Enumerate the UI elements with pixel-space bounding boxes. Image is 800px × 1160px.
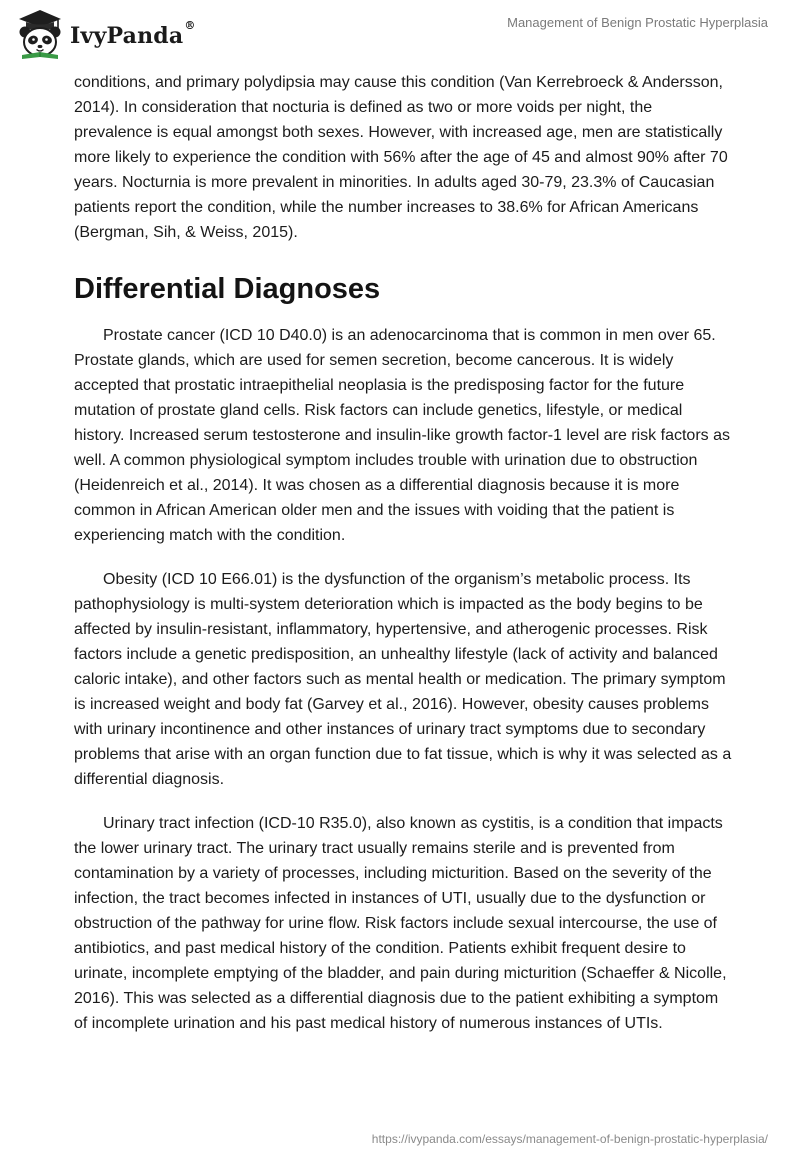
paragraph-uti: Urinary tract infection (ICD-10 R35.0), also known as cystitis, is a condition that impacts the lower urinary tract. The urinary tract usually remains sterile and is prevented from contamination by a variety of processes, including micturition. Based on the severity of the infection, the tract becomes infected in instances of UTI, usually due to the dysfunction or obstruction of the pathway for urine flow. Risk factors include sexual intercourse, the use of antibiotics, and past medical history of the condition. Patients exhibit frequent desire to urinate, incomplete emptying of the bladder, and pain during micturition (Schaeffer & Nicolle, 2016). This was selected as a differential diagnosis due to the patient exhibiting a symptom of incomplete urination and his past medical history of numerous instances of UTIs.	[74, 815, 727, 1032]
section-heading: Differential Diagnoses	[74, 273, 381, 305]
logo-text: IvyPanda	[70, 23, 184, 49]
intro-paragraph: conditions, and primary polydipsia may cause this condition (Van Kerrebroeck & Andersson, 2014). In consideration that nocturia is defined as two or more voids per night, the prevalence is equal amongst both sexes. However, with increased age, men are statistically more likely to experience the condition with 56% after the age of 45 and almost 90% after 70 years. Nocturnia is more prevalent in minorities. In adults aged 30-79, 23.3% of Caucasian patients report the condition, while the number increases to 38.6% for African Americans (Bergman, Sih, & Weiss, 2015).	[74, 74, 728, 241]
essay-content	[74, 70, 734, 1036]
logo-wordmark	[70, 19, 196, 49]
page-header	[0, 0, 800, 70]
site-logo[interactable]	[14, 8, 196, 60]
source-url[interactable]: https://ivypanda.com/essays/management-of-benign-prostatic-hyperplasia/	[371, 1132, 768, 1146]
paragraph-prostate-cancer: Prostate cancer (ICD 10 D40.0) is an adenocarcinoma that is common in men over 65. Prostate glands, which are used for semen secretion, become cancerous. It is widely accepted that prostatic intraepithelial neoplasia is the predisposing factor for the future mutation of prostate gland cells. Risk factors can include genetics, lifestyle, or medical history. Increased serum testosterone and insulin-like growth factor-1 level are risk factors as well. A common physiological symptom includes trouble with urination due to obstruction (Heidenreich et al., 2014). It was chosen as a differential diagnosis because it is more common in African American older men and the issues with voiding that the patient is experiencing match with the condition.	[74, 327, 730, 544]
panda-graduate-icon	[14, 8, 66, 60]
registered-mark: ®	[184, 19, 196, 32]
paragraph-obesity: Obesity (ICD 10 E66.01) is the dysfunction of the organism’s metabolic process. Its pathophysiology is multi-system deterioration which is impacted as the body begins to be affected by insulin-resistant, inflammatory, hypertensive, and atherogenic processes. Risk factors include a genetic predisposition, an unhealthy lifestyle (lack of activity and balanced caloric intake), and other factors such as mental health or medication. The primary symptom is increased weight and body fat (Garvey et al., 2016). However, obesity causes problems with urinary incontinence and other instances of urinary tract symptoms due to secondary problems that arise with an organ function due to fat tissue, which is why it was selected as a differential diagnosis.	[74, 571, 732, 788]
running-title: Management of Benign Prostatic Hyperplasia	[507, 15, 768, 30]
